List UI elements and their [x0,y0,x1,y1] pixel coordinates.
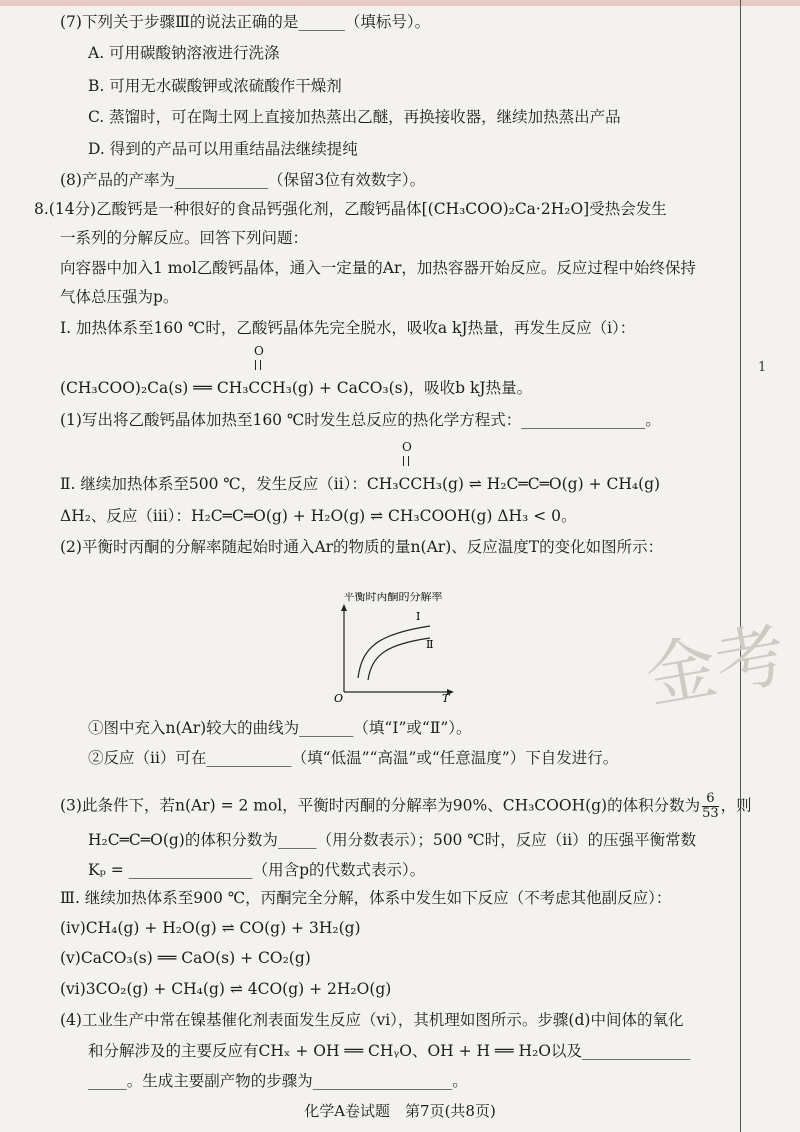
page-footer: 化学A卷试题 第7页(共8页) [304,1102,496,1120]
subq3-text: (3)此条件下，若n(Ar) = 2 mol，平衡时丙酮的分解率为90%、CH₃COOH(g)的体积分数为 [60,796,701,815]
q7-option-b: B. 可用无水碳酸钾或浓硫酸作干燥剂 [88,77,342,95]
subq3 [60,792,752,821]
chart-title: 平衡时丙酮的分解率 [343,592,443,603]
watermark: 金考 [639,613,793,719]
fraction-6-53 [702,792,719,821]
problem8-intro-cont: 一系列的分解反应。回答下列问题： [60,229,309,247]
carbonyl-o: O [254,344,264,358]
subq3-tail: ，则 [720,796,752,815]
subq3-cont: H₂C═C═O(g)的体积分数为_____（用分数表示）；500 ℃时，反应（ⅱ）的压强平衡常数 [88,831,697,849]
curve-I [358,626,430,678]
carbonyl-bond [255,360,261,370]
q7-option-d: D. 得到的产品可以用重结晶法继续提纯 [88,140,358,158]
decomposition-rate-chart [328,592,458,702]
reaction-v: (ⅴ)CaCO₃(s) ══ CaO(s) + CO₂(g) [60,949,311,967]
part3-heading: Ⅲ. 继续加热体系至900 ℃，丙酮完全分解，体系中发生如下反应（不考虑其他副反应）： [60,889,672,907]
problem8-setup-cont: 气体总压强为p。 [60,288,179,306]
curve-II-label: Ⅱ [426,638,434,651]
reaction-i-equation: (CH₃COO)₂Ca(s) ══ CH₃CCH₃(g) + CaCO₃(s)，吸收b kJ热量。 [60,379,533,397]
carbonyl-bond-2 [403,456,409,466]
subq2: (2)平衡时丙酮的分解率随起始时通入Ar的物质的量n(Ar)、反应温度T的变化如图所示： [60,538,664,556]
curve-II [368,638,430,680]
part1-heading: Ⅰ. 加热体系至160 ℃时，乙酸钙晶体先完全脱水，吸收a kJ热量，再发生反应（ⅰ）： [60,319,636,337]
problem8-intro: 8.(14分)乙酸钙是一种很好的食品钙强化剂，乙酸钙晶体[(CH₃COO)₂Ca·2H₂O]受热会发生 [34,200,667,218]
subq4: (4)工业生产中常在镍基催化剂表面发生反应（ⅵ），其机理如图所示。步骤(d)中间体的氧化 [60,1011,684,1029]
reaction-iii: ΔH₂、反应（ⅲ）：H₂C═C═O(g) + H₂O(g) ⇌ CH₃COOH(g) ΔH₃ < 0。 [60,507,577,525]
part2-heading: Ⅱ. 继续加热体系至500 ℃，发生反应（ⅱ）：CH₃CCH₃(g) ⇌ H₂C═C═O(g) + CH₄(g) [60,475,661,493]
q7-option-a: A. 可用碳酸钠溶液进行洗涤 [88,44,280,62]
right-margin-rule [740,0,741,1132]
fraction-denominator: 53 [702,806,719,821]
q7-option-c: C. 蒸馏时，可在陶土网上直接加热蒸出乙醚，再换接收器，继续加热蒸出产品 [88,108,621,126]
subq2-2: ②反应（ⅱ）可在___________（填“低温”“高温”或“任意温度”）下自发进行。 [88,749,619,767]
x-axis-label: T [442,692,450,702]
subq1: (1)写出将乙酸钙晶体加热至160 ℃时发生总反应的热化学方程式：________________。 [60,411,661,429]
fraction-numerator: 6 [702,792,719,807]
margin-mark: 1 [758,360,767,375]
reaction-vi: (ⅵ)3CO₂(g) + CH₄(g) ⇌ 4CO(g) + 2H₂O(g) [60,980,392,998]
problem8-setup: 向容器中加入1 mol乙酸钙晶体，通入一定量的Ar，加热容器开始反应。反应过程中始终保持 [60,259,696,277]
subq2-1: ①图中充入n(Ar)较大的曲线为_______（填“Ⅰ”或“Ⅱ”）。 [88,719,472,737]
q8-yield-question: (8)产品的产率为____________（保留3位有效数字）。 [60,171,426,189]
carbonyl-o-2: O [402,440,412,454]
reaction-iv: (ⅳ)CH₄(g) + H₂O(g) ⇌ CO(g) + 3H₂(g) [60,919,361,937]
origin-label: O [334,692,344,702]
subq4-cont: 和分解涉及的主要反应有CHₓ + OH ══ CHᵧO、OH + H ══ H₂O以及______________ [88,1042,691,1060]
curve-I-label: Ⅰ [416,610,421,623]
q7-stem: (7)下列关于步骤Ⅲ的说法正确的是______（填标号）。 [60,13,431,31]
subq4-end: _____。生成主要副产物的步骤为__________________。 [88,1072,468,1090]
top-strip [0,0,800,6]
y-axis-arrow [341,604,347,611]
subq3-kp: Kₚ = ________________（用含p的代数式表示）。 [88,861,426,879]
